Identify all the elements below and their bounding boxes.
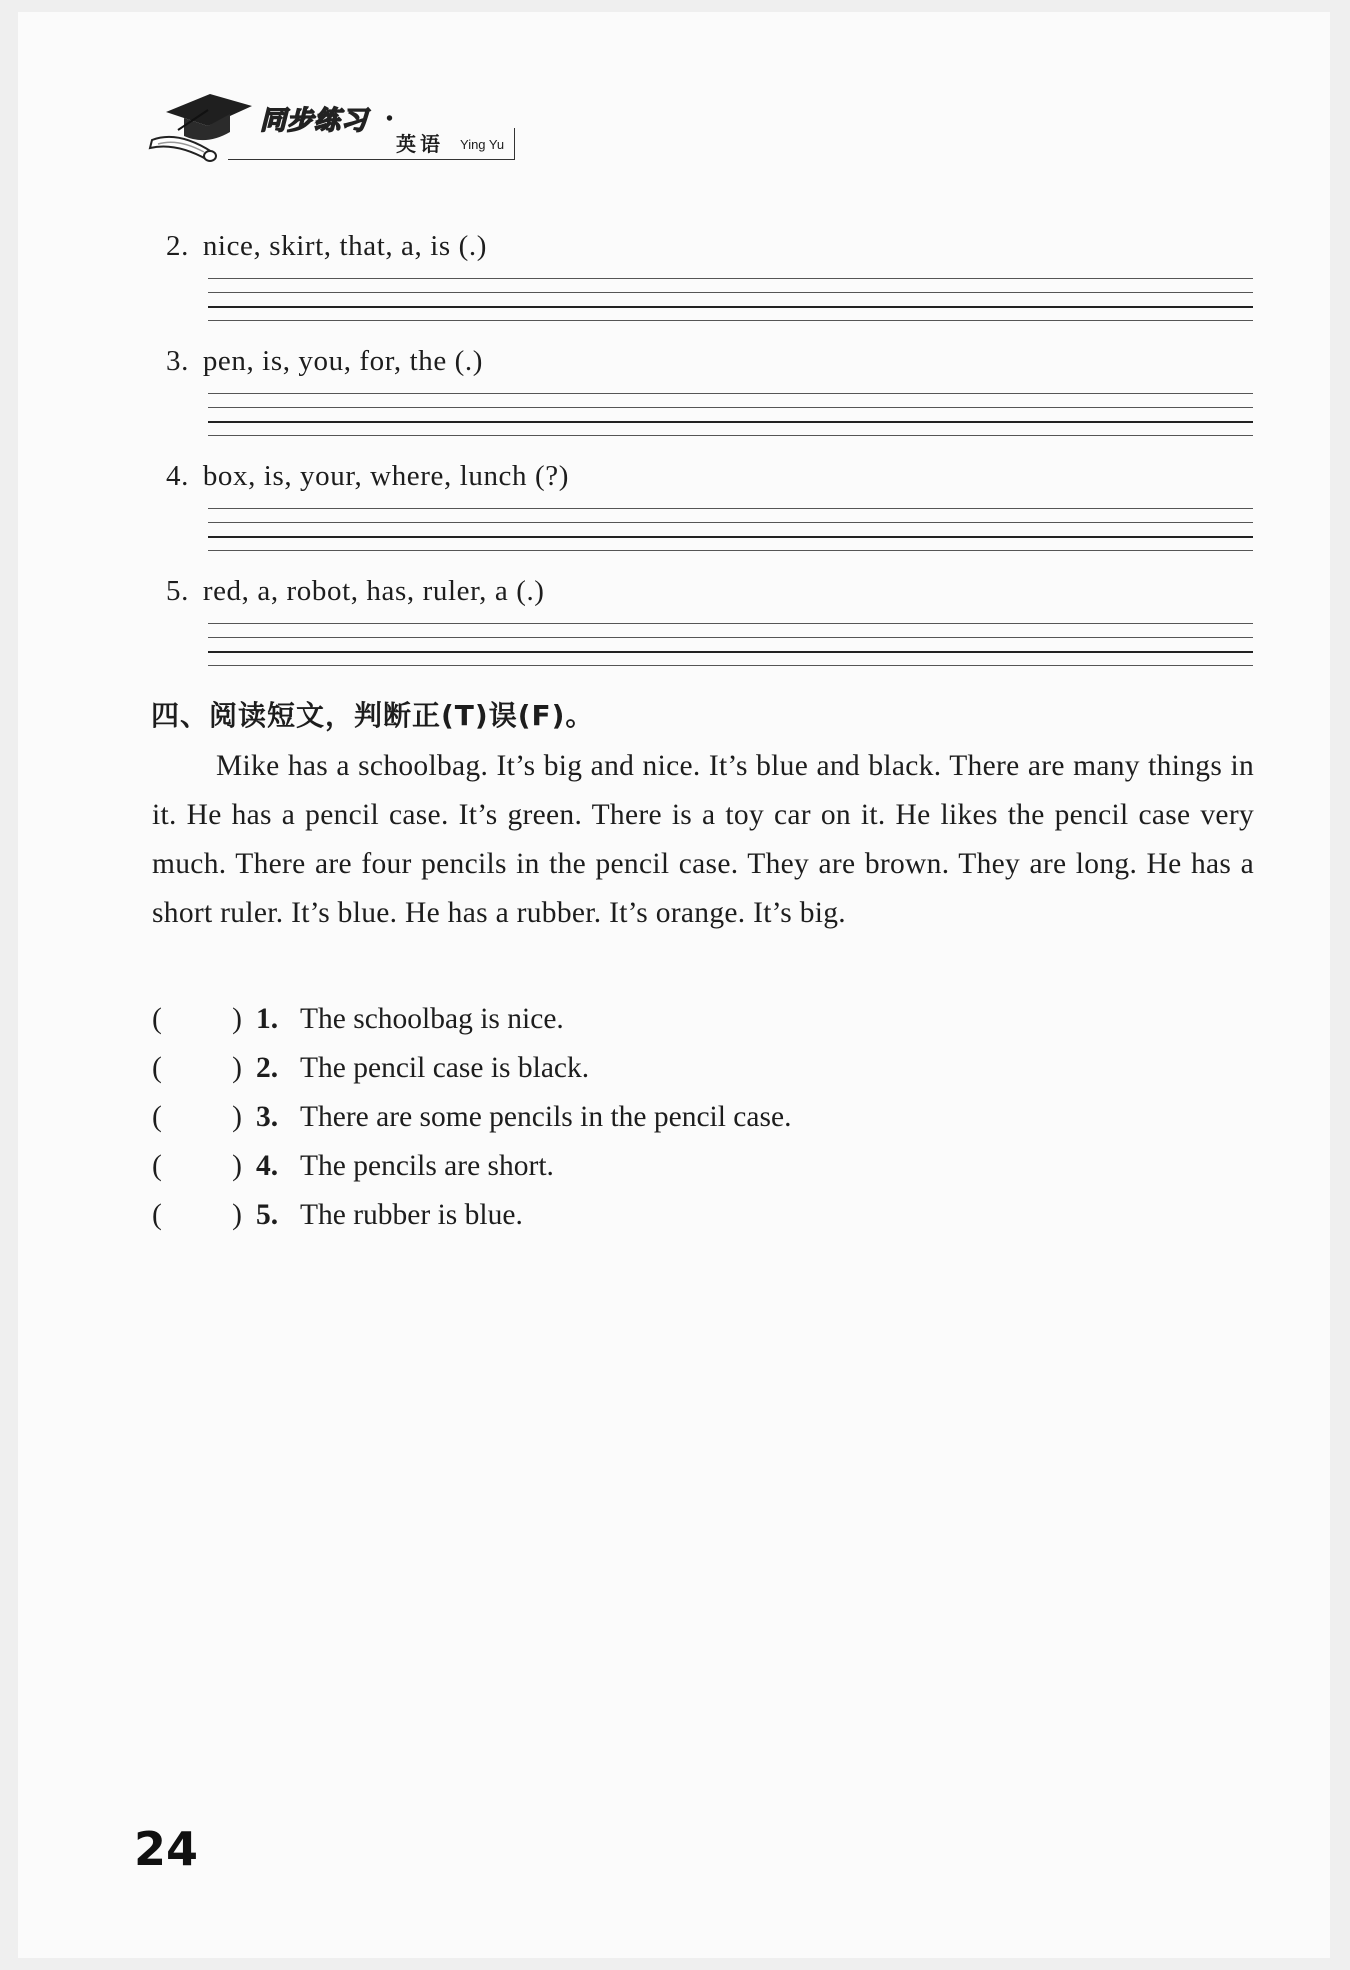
statement-text: The pencils are short. (300, 1150, 554, 1182)
true-false-item[interactable] (152, 995, 1152, 1044)
question-number: 2. (166, 230, 189, 262)
graduation-cap-icon (148, 90, 258, 170)
statement-number: 4. (256, 1150, 279, 1182)
true-false-item[interactable] (152, 1191, 1152, 1240)
brand-dot: • (386, 108, 394, 130)
statement-number: 1. (256, 1003, 279, 1035)
answer-blank[interactable]: ( ) (152, 1150, 242, 1182)
question-words: nice, skirt, that, a, is (.) (202, 230, 487, 262)
reorder-question (166, 575, 545, 608)
statement-number: 2. (256, 1052, 279, 1084)
section-title: 四、阅读短文，判断正(T)误(F)。 (151, 699, 595, 732)
answer-blank[interactable]: ( ) (152, 1003, 242, 1035)
reorder-question (166, 460, 569, 493)
brand-title: 同步练习 (260, 106, 369, 136)
page-header (148, 90, 528, 170)
reading-passage: Mike has a schoolbag. It’s big and nice. It’s blue and black. There are many things in it. He has a pencil case. It’s green. There is a toy car on it. He likes the pencil case very much. There are four pencils in the pencil case. They are brown. They are long. He has a short ruler. It’s blue. He has a rubber. It’s orange. It’s big. (152, 750, 1254, 929)
answer-blank[interactable]: ( ) (152, 1052, 242, 1084)
statement-text: There are some pencils in the pencil case. (300, 1101, 792, 1133)
page-number: 24 (134, 1822, 199, 1876)
reorder-question (166, 345, 483, 378)
subject-label: 英语 (396, 132, 444, 156)
statement-number: 5. (256, 1199, 279, 1231)
question-words: box, is, your, where, lunch (?) (202, 460, 569, 492)
statement-text: The pencil case is black. (300, 1052, 590, 1084)
subject-pinyin: Ying Yu (460, 137, 505, 152)
header-rule (228, 159, 514, 160)
question-number: 4. (166, 460, 189, 492)
answer-blank[interactable]: ( ) (152, 1101, 242, 1133)
true-false-item[interactable] (152, 1044, 1152, 1093)
answer-blank[interactable]: ( ) (152, 1199, 242, 1231)
statement-text: The rubber is blue. (300, 1199, 523, 1231)
reorder-question (166, 230, 487, 263)
statement-text: The schoolbag is nice. (300, 1003, 564, 1035)
question-number: 3. (166, 345, 189, 377)
true-false-item[interactable] (152, 1093, 1152, 1142)
true-false-item[interactable] (152, 1142, 1152, 1191)
workbook-page (18, 12, 1330, 1958)
question-words: red, a, robot, has, ruler, a (.) (202, 575, 545, 607)
statement-number: 3. (256, 1101, 279, 1133)
question-words: pen, is, you, for, the (.) (202, 345, 484, 377)
true-false-list (152, 995, 1152, 1240)
question-number: 5. (166, 575, 189, 607)
header-rule-vertical (514, 128, 515, 160)
